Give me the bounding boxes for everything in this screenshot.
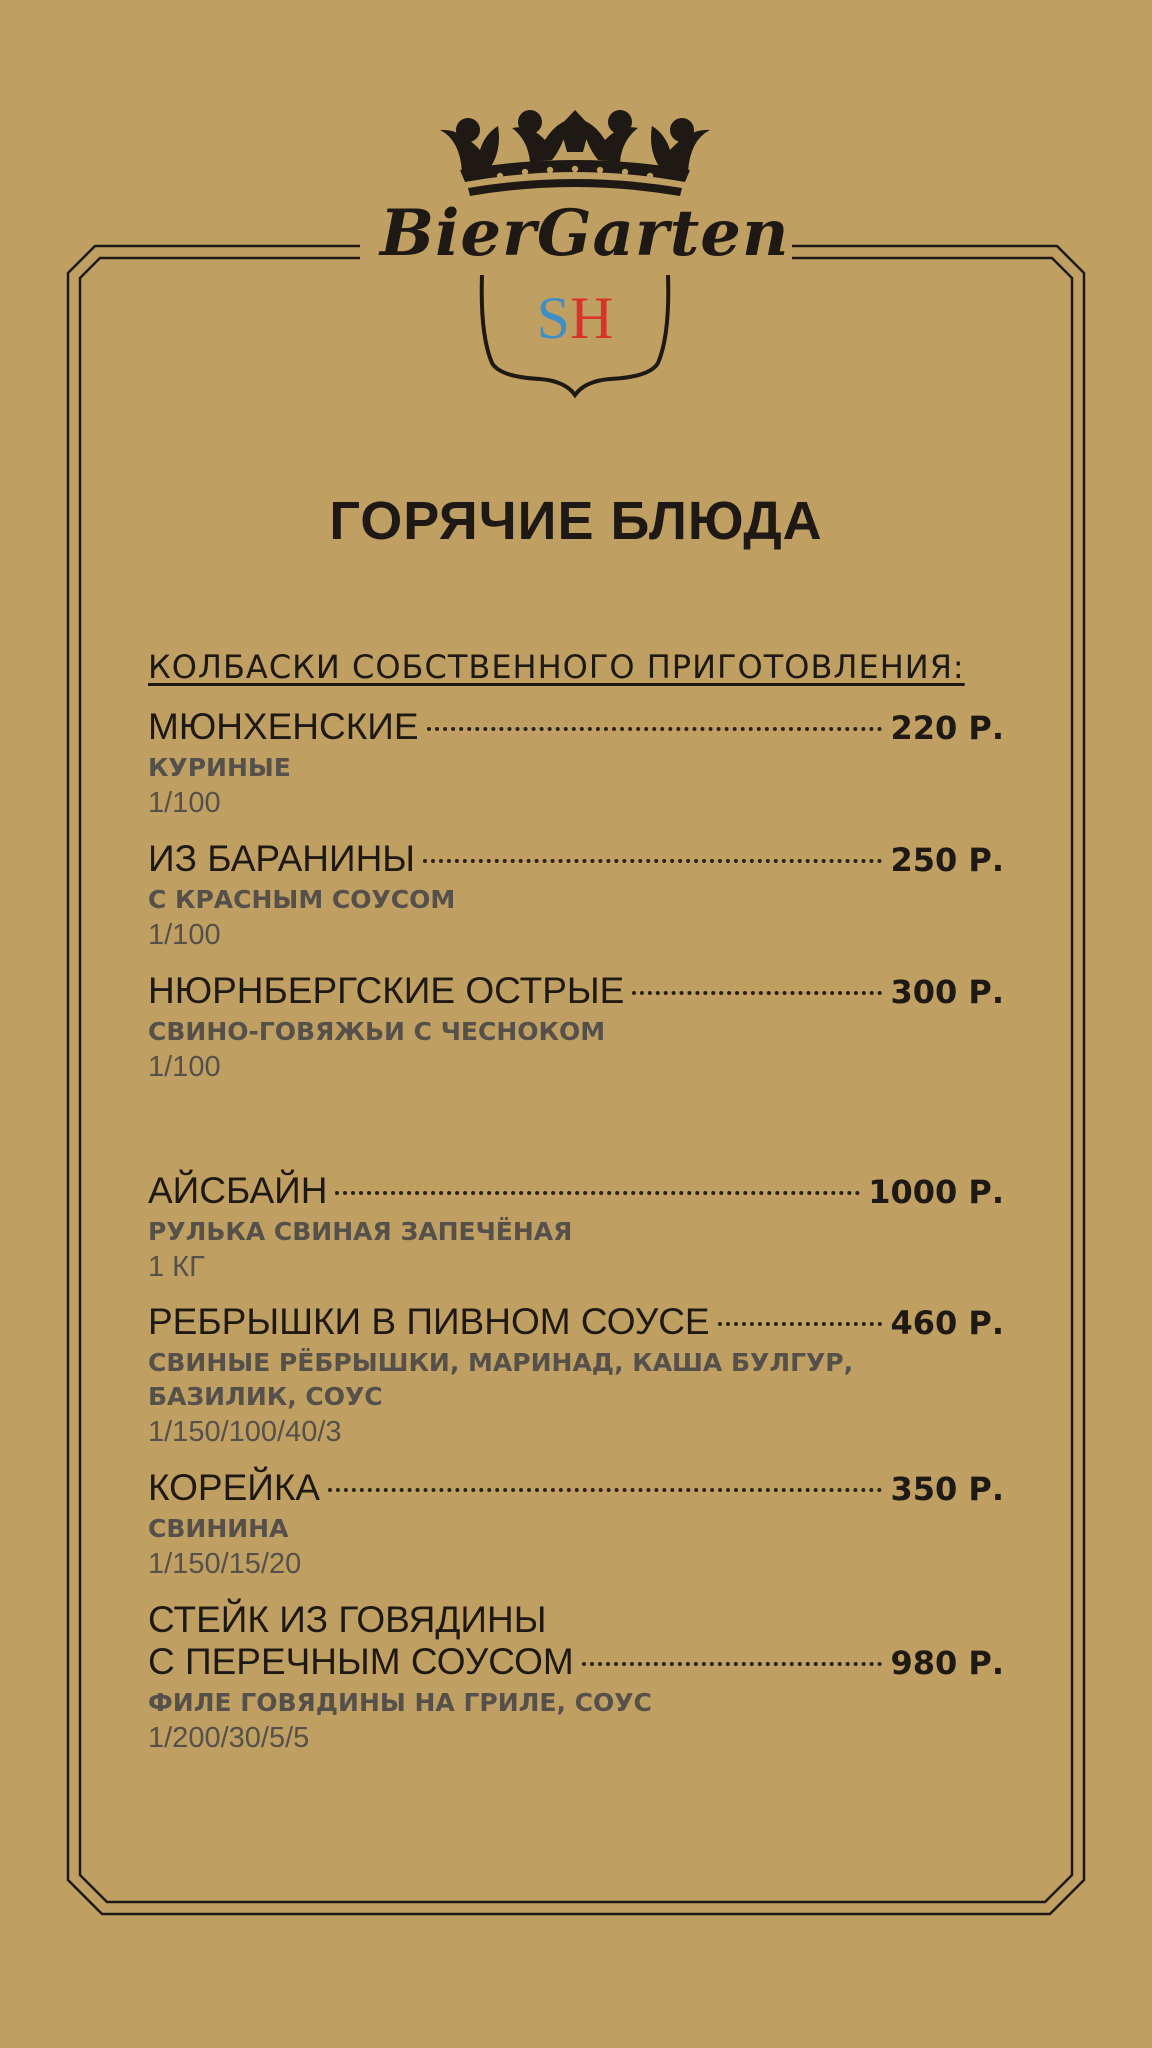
dot-leader [423,859,882,863]
item-description: СВИНИНА [148,1514,289,1543]
item-row [148,706,1004,749]
item-weight: 1/200/30/5/5 [148,1722,310,1754]
menu-item-nuremberg [148,970,1004,1085]
item-price: 460 Р. [890,1304,1004,1342]
dot-leader [718,1322,883,1326]
item-name: МЮНХЕНСКИЕ [148,706,419,747]
item-price: 350 Р. [890,1470,1004,1508]
page-title: ГОРЯЧИЕ БЛЮДА [329,491,823,551]
brand-name: BierGarten [380,196,790,271]
item-weight: 1/150/15/20 [148,1548,302,1580]
brand-logo [380,110,790,400]
item-description: КУРИНЫЕ [148,753,291,782]
item-name: НЮРНБЕРГСКИЕ ОСТРЫЕ [148,970,625,1011]
menu-item-lamb [148,838,1004,953]
item-name: АЙСБАЙН [148,1170,328,1211]
item-description-line2: БАЗИЛИК, СОУС [148,1382,383,1411]
crown-icon [380,110,770,210]
menu-item-eisbein [148,1170,1004,1285]
menu-item-beef-steak [148,1599,1004,1756]
item-row [148,1467,1004,1510]
item-row [148,1301,1004,1344]
item-row [148,970,1004,1013]
item-description: ФИЛЕ ГОВЯДИНЫ НА ГРИЛЕ, СОУС [148,1688,652,1717]
item-price: 1000 Р. [868,1173,1004,1211]
item-name: КОРЕЙКА [148,1467,321,1508]
item-description-line1: СВИНЫЕ РЁБРЫШКИ, МАРИНАД, КАША БУЛГУР, [148,1348,854,1377]
item-row [148,1641,1004,1684]
dot-leader [582,1662,883,1666]
menu-item-ribs [148,1301,1004,1450]
item-description: СВИНО-ГОВЯЖЬИ С ЧЕСНОКОМ [148,1017,606,1046]
item-description: С КРАСНЫМ СОУСОМ [148,885,456,914]
dot-leader [632,991,882,995]
brand-monogram: SH [536,285,614,351]
item-name: РЕБРЫШКИ В ПИВНОМ СОУСЕ [148,1301,710,1342]
item-name-line1: СТЕЙК ИЗ ГОВЯДИНЫ [148,1599,547,1640]
item-price: 980 Р. [890,1644,1004,1682]
item-weight: 1 КГ [148,1251,205,1283]
item-price: 300 Р. [890,973,1004,1011]
item-weight: 1/150/100/40/3 [148,1416,342,1448]
item-name-line2: С ПЕРЕЧНЫМ СОУСОМ [148,1641,574,1682]
item-price: 250 Р. [890,841,1004,879]
item-weight: 1/100 [148,1051,221,1083]
dot-leader [328,1488,882,1492]
dot-leader [335,1191,860,1195]
menu-item-loin [148,1467,1004,1582]
menu-item-munich [148,706,1004,821]
item-weight: 1/100 [148,787,221,819]
item-name: ИЗ БАРАНИНЫ [148,838,416,879]
section-heading: КОЛБАСКИ СОБСТВЕННОГО ПРИГОТОВЛЕНИЯ: [148,648,965,686]
item-weight: 1/100 [148,919,221,951]
item-price: 220 Р. [890,709,1004,747]
item-row [148,1170,1004,1213]
item-row [148,838,1004,881]
item-description: РУЛЬКА СВИНАЯ ЗАПЕЧЁНАЯ [148,1217,573,1246]
dot-leader [427,727,883,731]
